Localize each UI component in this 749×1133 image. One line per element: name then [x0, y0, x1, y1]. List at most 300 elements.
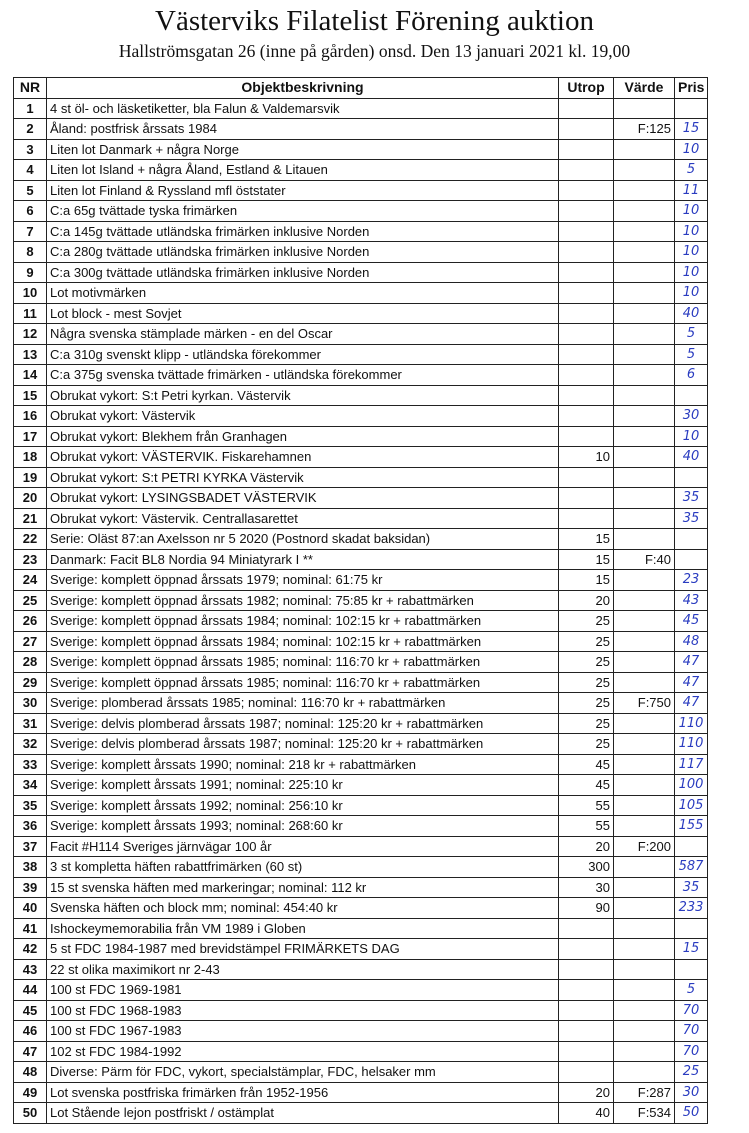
lot-description-cell: 22 st olika maximikort nr 2-43 [47, 959, 559, 980]
utrop-cell: 45 [559, 754, 614, 775]
utrop-cell: 20 [559, 836, 614, 857]
lot-description-cell: C:a 375g svenska tvättade frimärken - utländska förekommer [47, 365, 559, 386]
utrop-cell [559, 98, 614, 119]
utrop-cell [559, 242, 614, 263]
pris-cell: 70 [675, 1000, 708, 1021]
pris-cell: 10 [675, 283, 708, 304]
varde-cell [614, 262, 675, 283]
lot-description-cell: 102 st FDC 1984-1992 [47, 1041, 559, 1062]
varde-cell [614, 1041, 675, 1062]
lot-number-cell: 13 [14, 344, 47, 365]
varde-cell [614, 221, 675, 242]
lot-number-cell: 22 [14, 529, 47, 550]
table-row [14, 795, 708, 816]
table-row [14, 590, 708, 611]
varde-cell [614, 426, 675, 447]
lot-description-cell: Lot svenska postfriska frimärken från 1952-1956 [47, 1082, 559, 1103]
lot-description-cell: 4 st öl- och läsketiketter, bla Falun & Valdemarsvik [47, 98, 559, 119]
utrop-cell [559, 283, 614, 304]
table-row [14, 611, 708, 632]
table-row [14, 1082, 708, 1103]
lot-number-cell: 21 [14, 508, 47, 529]
lot-number-cell: 44 [14, 980, 47, 1001]
lot-description-cell: Obrukat vykort: S:t PETRI KYRKA Västervik [47, 467, 559, 488]
lot-description-cell: Sverige: komplett årssats 1993; nominal: 268:60 kr [47, 816, 559, 837]
varde-cell [614, 1062, 675, 1083]
table-row [14, 508, 708, 529]
table-row [14, 119, 708, 140]
utrop-cell: 15 [559, 570, 614, 591]
utrop-cell: 55 [559, 795, 614, 816]
lot-description-cell: Obrukat vykort: LYSINGSBADET VÄSTERVIK [47, 488, 559, 509]
lot-number-cell: 49 [14, 1082, 47, 1103]
table-row [14, 262, 708, 283]
varde-cell [614, 406, 675, 427]
table-row [14, 242, 708, 263]
varde-cell [614, 529, 675, 550]
pris-cell [675, 385, 708, 406]
utrop-cell [559, 1021, 614, 1042]
pris-cell: 23 [675, 570, 708, 591]
varde-cell [614, 385, 675, 406]
varde-cell [614, 816, 675, 837]
pris-cell: 5 [675, 980, 708, 1001]
lot-description-cell: Sverige: komplett årssats 1991; nominal: 225:10 kr [47, 775, 559, 796]
varde-cell [614, 939, 675, 960]
pris-cell: 233 [675, 898, 708, 919]
utrop-cell [559, 980, 614, 1001]
lot-description-cell: Svenska häften och block mm; nominal: 454:40 kr [47, 898, 559, 919]
table-row [14, 221, 708, 242]
table-row [14, 529, 708, 550]
utrop-cell [559, 959, 614, 980]
lot-number-cell: 8 [14, 242, 47, 263]
table-row [14, 816, 708, 837]
lot-number-cell: 17 [14, 426, 47, 447]
column-header-pris: Pris [675, 78, 708, 99]
utrop-cell [559, 508, 614, 529]
pris-cell: 47 [675, 693, 708, 714]
utrop-cell [559, 160, 614, 181]
lot-number-cell: 26 [14, 611, 47, 632]
lot-number-cell: 15 [14, 385, 47, 406]
lot-number-cell: 5 [14, 180, 47, 201]
lot-number-cell: 38 [14, 857, 47, 878]
pris-cell: 30 [675, 406, 708, 427]
pris-cell: 105 [675, 795, 708, 816]
lot-number-cell: 28 [14, 652, 47, 673]
varde-cell [614, 652, 675, 673]
pris-cell: 10 [675, 262, 708, 283]
utrop-cell [559, 262, 614, 283]
lot-description-cell: Sverige: delvis plomberad årssats 1987; nominal: 125:20 kr + rabattmärken [47, 713, 559, 734]
lot-number-cell: 40 [14, 898, 47, 919]
table-row [14, 426, 708, 447]
pris-cell: 11 [675, 180, 708, 201]
table-row [14, 713, 708, 734]
pris-cell: 10 [675, 426, 708, 447]
varde-cell [614, 98, 675, 119]
lot-description-cell: Sverige: delvis plomberad årssats 1987; nominal: 125:20 kr + rabattmärken [47, 734, 559, 755]
utrop-cell: 25 [559, 631, 614, 652]
utrop-cell: 25 [559, 693, 614, 714]
table-row [14, 324, 708, 345]
lot-number-cell: 16 [14, 406, 47, 427]
table-row [14, 365, 708, 386]
pris-cell [675, 959, 708, 980]
column-header-varde: Värde [614, 78, 675, 99]
lot-number-cell: 50 [14, 1103, 47, 1124]
table-header-row [14, 78, 708, 99]
pris-cell: 10 [675, 139, 708, 160]
pris-cell [675, 98, 708, 119]
pris-cell: 43 [675, 590, 708, 611]
varde-cell [614, 754, 675, 775]
lot-description-cell: Liten lot Finland & Ryssland mfl öststater [47, 180, 559, 201]
table-row [14, 283, 708, 304]
varde-cell [614, 467, 675, 488]
lot-description-cell: Åland: postfrisk årssats 1984 [47, 119, 559, 140]
lot-description-cell: C:a 300g tvättade utländska frimärken inklusive Norden [47, 262, 559, 283]
utrop-cell: 40 [559, 1103, 614, 1124]
varde-cell [614, 283, 675, 304]
column-header-nr: NR [14, 78, 47, 99]
table-row [14, 180, 708, 201]
pris-cell: 35 [675, 488, 708, 509]
lot-description-cell: Sverige: komplett öppnad årssats 1979; nominal: 61:75 kr [47, 570, 559, 591]
varde-cell [614, 488, 675, 509]
lot-number-cell: 48 [14, 1062, 47, 1083]
pris-cell: 15 [675, 119, 708, 140]
lot-description-cell: Danmark: Facit BL8 Nordia 94 Miniatyrark I ** [47, 549, 559, 570]
lot-description-cell: Facit #H114 Sveriges järnvägar 100 år [47, 836, 559, 857]
table-row [14, 980, 708, 1001]
utrop-cell: 10 [559, 447, 614, 468]
lot-number-cell: 39 [14, 877, 47, 898]
varde-cell [614, 324, 675, 345]
utrop-cell [559, 1041, 614, 1062]
lot-description-cell: Obrukat vykort: S:t Petri kyrkan. Västervik [47, 385, 559, 406]
pris-cell: 117 [675, 754, 708, 775]
utrop-cell [559, 221, 614, 242]
table-row [14, 385, 708, 406]
utrop-cell: 15 [559, 549, 614, 570]
utrop-cell [559, 426, 614, 447]
lot-number-cell: 10 [14, 283, 47, 304]
utrop-cell: 20 [559, 590, 614, 611]
table-row [14, 775, 708, 796]
pris-cell: 47 [675, 652, 708, 673]
pris-cell: 155 [675, 816, 708, 837]
pris-cell: 10 [675, 221, 708, 242]
lot-description-cell: C:a 310g svenskt klipp - utländska förekommer [47, 344, 559, 365]
varde-cell [614, 775, 675, 796]
table-row [14, 693, 708, 714]
varde-cell: F:125 [614, 119, 675, 140]
utrop-cell [559, 201, 614, 222]
varde-cell [614, 570, 675, 591]
varde-cell [614, 611, 675, 632]
pris-cell [675, 467, 708, 488]
utrop-cell: 25 [559, 672, 614, 693]
table-row [14, 201, 708, 222]
table-row [14, 139, 708, 160]
auction-table [13, 77, 708, 1124]
pris-cell: 40 [675, 447, 708, 468]
lot-description-cell: Sverige: plomberad årssats 1985; nominal: 116:70 kr + rabattmärken [47, 693, 559, 714]
pris-cell: 35 [675, 508, 708, 529]
pris-cell [675, 836, 708, 857]
lot-description-cell: Diverse: Pärm för FDC, vykort, specialstämplar, FDC, helsaker mm [47, 1062, 559, 1083]
lot-number-cell: 46 [14, 1021, 47, 1042]
lot-description-cell: 100 st FDC 1969-1981 [47, 980, 559, 1001]
varde-cell [614, 242, 675, 263]
lot-description-cell: Lot block - mest Sovjet [47, 303, 559, 324]
varde-cell [614, 734, 675, 755]
lot-number-cell: 2 [14, 119, 47, 140]
lot-description-cell: C:a 65g tvättade tyska frimärken [47, 201, 559, 222]
pris-cell: 40 [675, 303, 708, 324]
column-header-description: Objektbeskrivning [47, 78, 559, 99]
lot-description-cell: Liten lot Danmark + några Norge [47, 139, 559, 160]
varde-cell [614, 1000, 675, 1021]
utrop-cell [559, 385, 614, 406]
utrop-cell: 300 [559, 857, 614, 878]
lot-description-cell: Lot Stående lejon postfriskt / ostämplat [47, 1103, 559, 1124]
lot-description-cell: 100 st FDC 1968-1983 [47, 1000, 559, 1021]
lot-number-cell: 7 [14, 221, 47, 242]
lot-number-cell: 19 [14, 467, 47, 488]
pris-cell: 110 [675, 713, 708, 734]
varde-cell [614, 898, 675, 919]
lot-number-cell: 35 [14, 795, 47, 816]
lot-description-cell: 100 st FDC 1967-1983 [47, 1021, 559, 1042]
column-header-utrop: Utrop [559, 78, 614, 99]
table-row [14, 734, 708, 755]
lot-description-cell: Sverige: komplett öppnad årssats 1984; nominal: 102:15 kr + rabattmärken [47, 611, 559, 632]
utrop-cell [559, 467, 614, 488]
table-row [14, 549, 708, 570]
utrop-cell [559, 180, 614, 201]
pris-cell: 10 [675, 201, 708, 222]
lot-number-cell: 3 [14, 139, 47, 160]
lot-number-cell: 34 [14, 775, 47, 796]
lot-number-cell: 9 [14, 262, 47, 283]
utrop-cell: 15 [559, 529, 614, 550]
table-row [14, 303, 708, 324]
varde-cell [614, 590, 675, 611]
pris-cell: 45 [675, 611, 708, 632]
utrop-cell [559, 918, 614, 939]
table-row [14, 898, 708, 919]
lot-number-cell: 37 [14, 836, 47, 857]
varde-cell [614, 447, 675, 468]
utrop-cell: 25 [559, 713, 614, 734]
varde-cell [614, 201, 675, 222]
table-row [14, 1062, 708, 1083]
varde-cell [614, 139, 675, 160]
varde-cell [614, 713, 675, 734]
lot-description-cell: 5 st FDC 1984-1987 med brevidstämpel FRIMÄRKETS DAG [47, 939, 559, 960]
pris-cell: 5 [675, 160, 708, 181]
page-subtitle: Hallströmsgatan 26 (inne på gården) onsd. Den 13 januari 2021 kl. 19,00 [118, 41, 631, 61]
lot-number-cell: 14 [14, 365, 47, 386]
table-row [14, 344, 708, 365]
table-row [14, 877, 708, 898]
table-row [14, 631, 708, 652]
lot-number-cell: 42 [14, 939, 47, 960]
lot-number-cell: 18 [14, 447, 47, 468]
utrop-cell: 20 [559, 1082, 614, 1103]
lot-number-cell: 1 [14, 98, 47, 119]
pris-cell: 30 [675, 1082, 708, 1103]
lot-number-cell: 29 [14, 672, 47, 693]
lot-number-cell: 11 [14, 303, 47, 324]
lot-number-cell: 12 [14, 324, 47, 345]
varde-cell: F:40 [614, 549, 675, 570]
table-row [14, 1000, 708, 1021]
utrop-cell: 90 [559, 898, 614, 919]
varde-cell [614, 672, 675, 693]
pris-cell: 10 [675, 242, 708, 263]
utrop-cell [559, 488, 614, 509]
table-row [14, 160, 708, 181]
lot-description-cell: Sverige: komplett årssats 1990; nominal: 218 kr + rabattmärken [47, 754, 559, 775]
varde-cell [614, 508, 675, 529]
table-row [14, 836, 708, 857]
table-row [14, 570, 708, 591]
table-row [14, 959, 708, 980]
table-row [14, 1103, 708, 1124]
table-row [14, 672, 708, 693]
lot-number-cell: 24 [14, 570, 47, 591]
lot-number-cell: 6 [14, 201, 47, 222]
table-row [14, 98, 708, 119]
lot-description-cell: C:a 145g tvättade utländska frimärken inklusive Norden [47, 221, 559, 242]
lot-description-cell: C:a 280g tvättade utländska frimärken inklusive Norden [47, 242, 559, 263]
lot-description-cell: Obrukat vykort: VÄSTERVIK. Fiskarehamnen [47, 447, 559, 468]
lot-number-cell: 20 [14, 488, 47, 509]
lot-description-cell: Sverige: komplett öppnad årssats 1985; nominal: 116:70 kr + rabattmärken [47, 652, 559, 673]
varde-cell [614, 918, 675, 939]
utrop-cell [559, 303, 614, 324]
lot-description-cell: Obrukat vykort: Västervik. Centrallasarettet [47, 508, 559, 529]
pris-cell: 48 [675, 631, 708, 652]
pris-cell: 5 [675, 344, 708, 365]
lot-description-cell: Obrukat vykort: Västervik [47, 406, 559, 427]
utrop-cell [559, 365, 614, 386]
utrop-cell: 25 [559, 611, 614, 632]
lot-number-cell: 4 [14, 160, 47, 181]
table-row [14, 467, 708, 488]
table-row [14, 406, 708, 427]
lot-description-cell: Sverige: komplett öppnad årssats 1985; nominal: 116:70 kr + rabattmärken [47, 672, 559, 693]
utrop-cell: 55 [559, 816, 614, 837]
pris-cell: 100 [675, 775, 708, 796]
table-row [14, 1041, 708, 1062]
utrop-cell [559, 406, 614, 427]
table-row [14, 918, 708, 939]
lot-number-cell: 25 [14, 590, 47, 611]
utrop-cell: 25 [559, 652, 614, 673]
varde-cell [614, 631, 675, 652]
utrop-cell: 45 [559, 775, 614, 796]
varde-cell [614, 1021, 675, 1042]
table-row [14, 447, 708, 468]
pris-cell: 35 [675, 877, 708, 898]
pris-cell: 110 [675, 734, 708, 755]
utrop-cell [559, 119, 614, 140]
table-row [14, 939, 708, 960]
utrop-cell [559, 344, 614, 365]
pris-cell: 587 [675, 857, 708, 878]
varde-cell: F:287 [614, 1082, 675, 1103]
utrop-cell: 30 [559, 877, 614, 898]
lot-description-cell: Lot motivmärken [47, 283, 559, 304]
varde-cell [614, 877, 675, 898]
table-row [14, 754, 708, 775]
pris-cell [675, 549, 708, 570]
pris-cell: 70 [675, 1041, 708, 1062]
pris-cell: 5 [675, 324, 708, 345]
varde-cell [614, 795, 675, 816]
pris-cell: 50 [675, 1103, 708, 1124]
utrop-cell: 25 [559, 734, 614, 755]
lot-description-cell: Ishockeymemorabilia från VM 1989 i Globen [47, 918, 559, 939]
lot-number-cell: 36 [14, 816, 47, 837]
lot-number-cell: 41 [14, 918, 47, 939]
lot-description-cell: Liten lot Island + några Åland, Estland & Litauen [47, 160, 559, 181]
pris-cell: 15 [675, 939, 708, 960]
lot-number-cell: 45 [14, 1000, 47, 1021]
lot-description-cell: Serie: Oläst 87:an Axelsson nr 5 2020 (Postnord skadat baksidan) [47, 529, 559, 550]
lot-description-cell: Sverige: komplett öppnad årssats 1984; nominal: 102:15 kr + rabattmärken [47, 631, 559, 652]
lot-number-cell: 23 [14, 549, 47, 570]
utrop-cell [559, 324, 614, 345]
pris-cell: 6 [675, 365, 708, 386]
table-row [14, 1021, 708, 1042]
lot-number-cell: 30 [14, 693, 47, 714]
lot-number-cell: 32 [14, 734, 47, 755]
varde-cell [614, 344, 675, 365]
lot-description-cell: 3 st kompletta häften rabattfrimärken (60 st) [47, 857, 559, 878]
lot-number-cell: 31 [14, 713, 47, 734]
lot-description-cell: 15 st svenska häften med markeringar; nominal: 112 kr [47, 877, 559, 898]
utrop-cell [559, 1000, 614, 1021]
varde-cell [614, 160, 675, 181]
lot-description-cell: Några svenska stämplade märken - en del Oscar [47, 324, 559, 345]
varde-cell [614, 857, 675, 878]
varde-cell: F:750 [614, 693, 675, 714]
table-row [14, 857, 708, 878]
table-row [14, 652, 708, 673]
varde-cell [614, 180, 675, 201]
varde-cell: F:200 [614, 836, 675, 857]
lot-description-cell: Sverige: komplett öppnad årssats 1982; nominal: 75:85 kr + rabattmärken [47, 590, 559, 611]
pris-cell: 70 [675, 1021, 708, 1042]
utrop-cell [559, 1062, 614, 1083]
varde-cell [614, 959, 675, 980]
varde-cell: F:534 [614, 1103, 675, 1124]
table-body [14, 98, 708, 1123]
lot-number-cell: 43 [14, 959, 47, 980]
lot-number-cell: 47 [14, 1041, 47, 1062]
varde-cell [614, 980, 675, 1001]
pris-cell [675, 918, 708, 939]
lot-number-cell: 27 [14, 631, 47, 652]
pris-cell: 25 [675, 1062, 708, 1083]
pris-cell [675, 529, 708, 550]
